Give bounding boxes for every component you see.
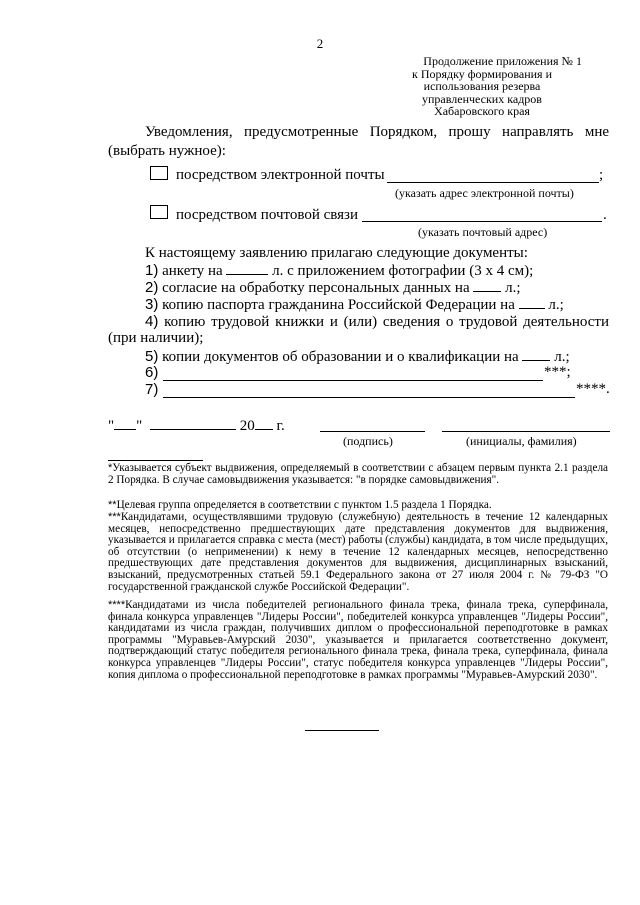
- other-doc-field[interactable]: [163, 397, 575, 398]
- item-number: 4): [145, 313, 159, 330]
- year-suffix: г.: [276, 418, 285, 434]
- email-field-line[interactable]: [387, 182, 599, 183]
- item-text: (при наличии);: [108, 330, 204, 346]
- footnote-ref: ****.: [576, 381, 610, 397]
- footnote-text: Указывается субъект выдвижения, определяемый в соответствии с абзацем первым пункта 2.1 раздела 2 Порядка. В случае самовыдвижения указывается: "в порядке самовыдвижения".: [108, 462, 608, 486]
- docs-intro: К настоящему заявлению прилагаю следующие документы:: [145, 245, 528, 261]
- post-hint: (указать почтовый адрес): [418, 225, 548, 239]
- footnote-separator: [108, 460, 203, 461]
- footnote: [108, 512, 608, 593]
- item-text: анкету на: [162, 263, 223, 279]
- notice-text: Уведомления, предусмотренные Порядком, прошу направлять мне: [145, 124, 609, 140]
- footnote: [108, 500, 608, 512]
- name-field[interactable]: [442, 431, 610, 432]
- year-field[interactable]: [255, 417, 273, 430]
- item-number: 1): [145, 262, 159, 279]
- footnote: [108, 463, 608, 486]
- footnote-text: Кандидатами из числа победителей регионального финала трека, финала трека, суперфинала, финала конкурса управленцев "Лидеры России", победителей конкурса управленцев "Лидеры России", кандидатами из числа граждан, получивших диплом о профессиональной переподготовке в рамках программы "Муравьев-Амурский 2030", указывается и прилагается соответственно документ, подтверждающий статус победителя регионального финала трека, финала трека, суперфинала, финала конкурса управленцев "Лидеры России", статус победителя конкурса управленцев "Лидеры России", копия диплома о профессиональной переподготовке в рамках программы "Муравьев-Амурский 2030".: [108, 599, 608, 681]
- item-text: копию трудовой книжки и (или) сведения о трудовой деятельности: [164, 314, 609, 330]
- item-text: л.;: [554, 349, 570, 365]
- list-item: [145, 348, 570, 366]
- item-text: копию паспорта гражданина Российской Федерации на: [162, 297, 515, 313]
- page-number: 2: [316, 36, 324, 51]
- item-text: копии документов об образовании и о квалификации на: [162, 349, 519, 365]
- post-field-line[interactable]: [362, 221, 602, 222]
- header-line: использования резерва: [423, 79, 541, 93]
- email-option-label: посредством электронной почты: [176, 167, 385, 183]
- punctuation: ;: [599, 167, 604, 183]
- footnote-text: Целевая группа определяется в соответствии с пунктом 1.5 раздела 1 Порядка.: [116, 499, 492, 511]
- quote: ": [108, 418, 115, 434]
- email-checkbox[interactable]: [150, 166, 168, 185]
- other-doc-field[interactable]: [163, 380, 543, 381]
- footnote-ref: ***;: [544, 364, 571, 380]
- item-number: 7): [145, 381, 159, 398]
- footnote-mark: **: [108, 499, 117, 511]
- footnote: [108, 600, 608, 681]
- list-item: [145, 296, 564, 314]
- quote: ": [136, 418, 143, 434]
- header-line: управленческих кадров: [422, 91, 542, 106]
- item-number: 3): [145, 296, 159, 313]
- punctuation: .: [603, 207, 607, 223]
- list-item: [145, 262, 533, 280]
- post-option-label: посредством почтовой связи: [176, 207, 358, 223]
- header-line: к Порядку формирования и: [411, 66, 552, 81]
- item-number: 5): [145, 348, 159, 365]
- footnote-mark: *: [108, 462, 113, 474]
- appendix-header: [382, 55, 582, 118]
- end-line: [305, 730, 379, 731]
- footnote-text: Кандидатами, осуществлявшими трудовую (служебную) деятельность в течение 12 календарных месяцев, непосредственно предшествующих дате представления документов для выдвижения, указывается и прилагается справка с места (мест) работы (службы) кандидата, в том числе предыдущих, об отсутствии (о неприменении) к нему в течение 12 календарных месяцев, непосредственно предшествующих дате представления документов для выдвижения, дисциплинарных взысканий, взысканий, предусмотренных статьей 59.1 Федерального закона от 27 июля 2004 г. № 79-ФЗ "О государственной гражданской службе Российской Федерации".: [108, 511, 608, 593]
- item-text: л.;: [548, 297, 564, 313]
- pages-field[interactable]: [522, 348, 550, 361]
- item-number: 2): [145, 279, 159, 296]
- notice-text: (выбрать нужное):: [108, 143, 226, 159]
- pages-field[interactable]: [473, 279, 501, 292]
- post-checkbox[interactable]: [150, 205, 168, 224]
- item-number: 6): [145, 364, 159, 381]
- item-text: л. с приложением фотографии (3 х 4 см);: [272, 263, 534, 279]
- name-hint: (инициалы, фамилия): [466, 434, 577, 448]
- year-prefix: 20: [239, 418, 255, 434]
- list-item: [145, 279, 521, 297]
- item-text: л.;: [505, 280, 521, 296]
- header-line: Хабаровского края: [434, 104, 530, 118]
- signature-field[interactable]: [320, 431, 425, 432]
- month-field[interactable]: [150, 417, 236, 430]
- signature-hint: (подпись): [343, 434, 393, 448]
- footnote-mark: ***: [108, 511, 121, 523]
- footnote-mark: ****: [108, 599, 126, 611]
- email-hint: (указать адрес электронной почты): [395, 186, 574, 200]
- header-line: Продолжение приложения № 1: [423, 54, 582, 68]
- list-item: [145, 313, 609, 331]
- pages-field[interactable]: [519, 296, 545, 309]
- item-text: согласие на обработку персональных данных на: [162, 280, 470, 296]
- pages-field[interactable]: [226, 262, 268, 275]
- day-field[interactable]: [114, 417, 136, 430]
- date-line: [108, 417, 285, 435]
